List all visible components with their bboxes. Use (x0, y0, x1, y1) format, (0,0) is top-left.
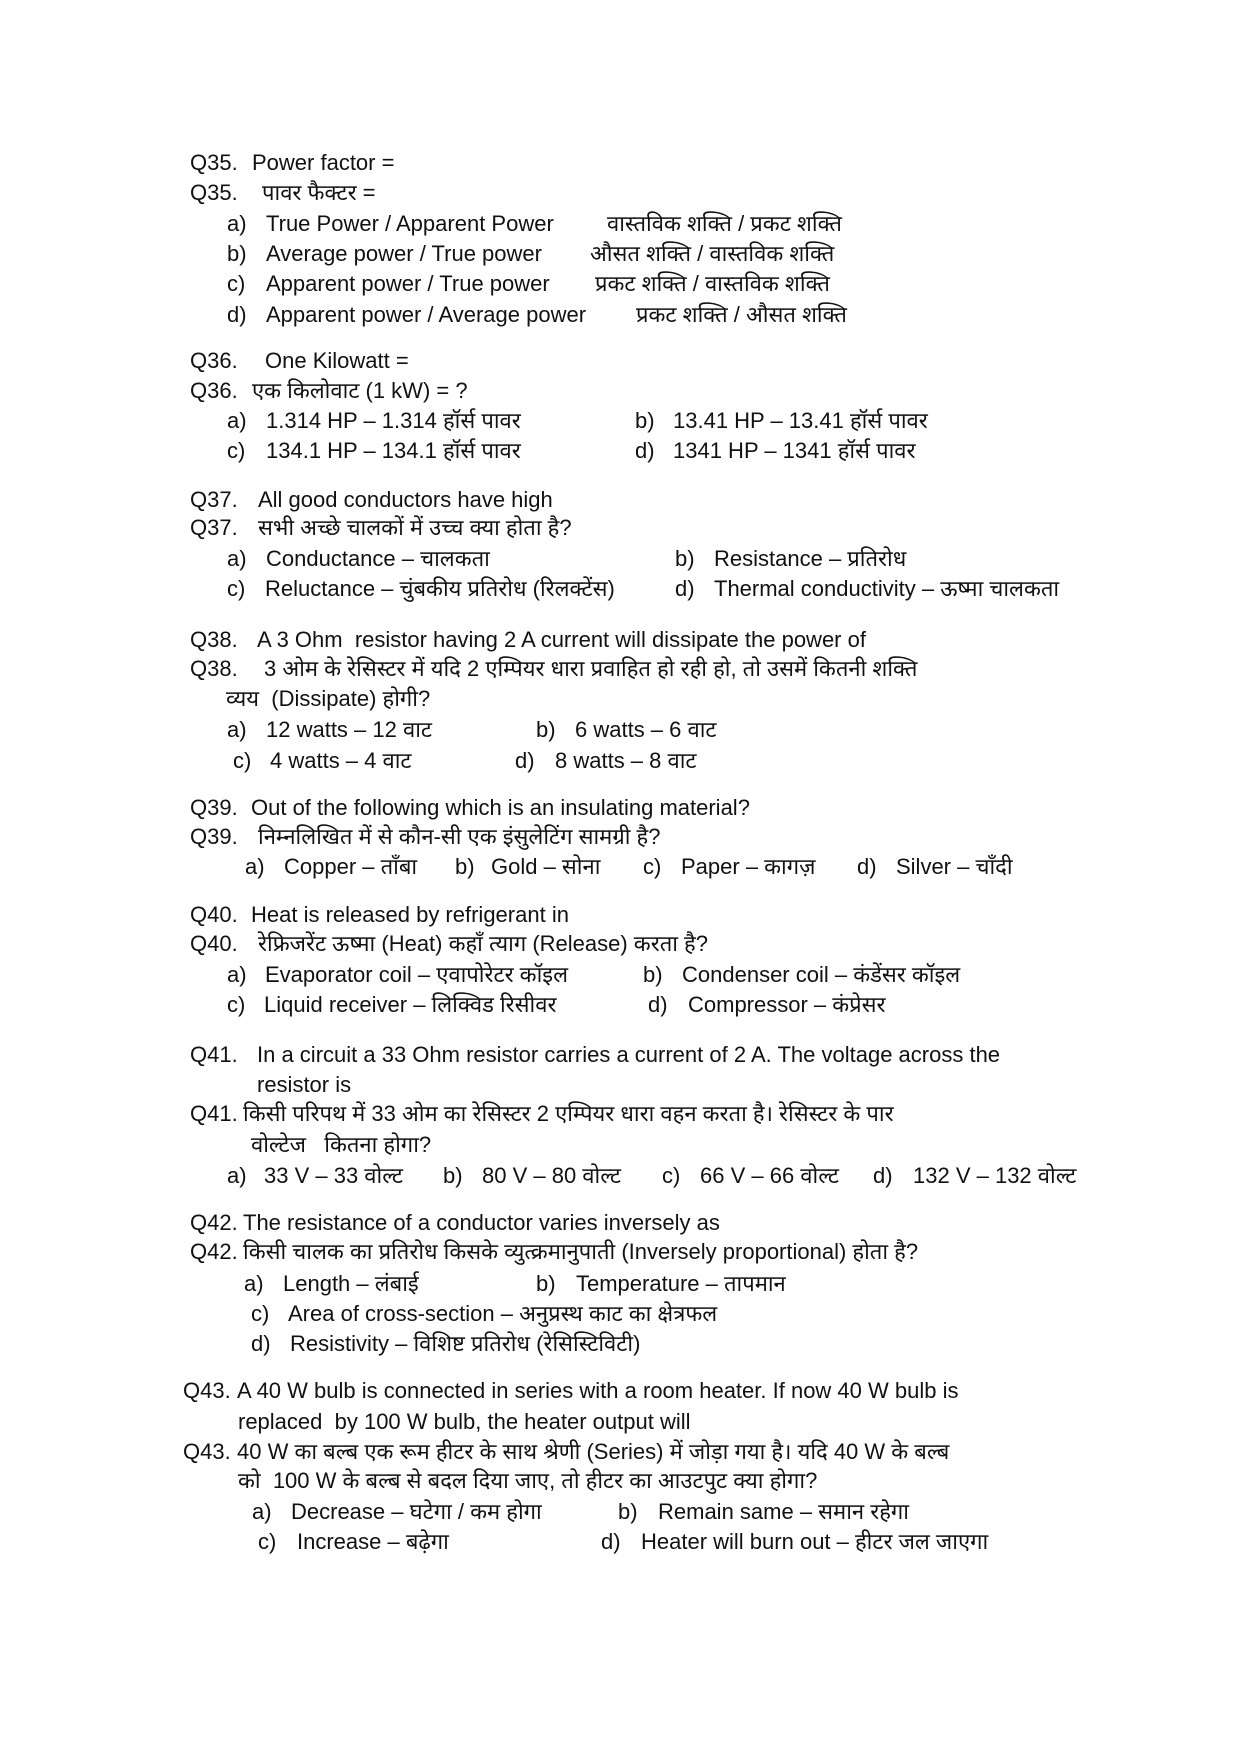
option-letter: a) (227, 1163, 247, 1188)
question-label: Q40. (190, 902, 238, 927)
question-label: Q37. (190, 487, 238, 512)
option-text: True Power / Apparent Power (266, 211, 554, 236)
option-text: Compressor – कंप्रेसर (688, 992, 886, 1017)
option-letter: a) (227, 962, 247, 987)
question-label: Q39. (190, 824, 238, 849)
option-letter: b) (443, 1163, 463, 1188)
option-letter: c) (227, 438, 246, 463)
question-text-en: The resistance of a conductor varies inversely as (243, 1210, 720, 1235)
option-text: 1341 HP – 1341 हॉर्स पावर (673, 438, 916, 463)
question-text-hi-cont: वोल्टेज कितना होगा? (251, 1132, 432, 1157)
question-text-hi: रेफ्रिजरेंट ऊष्मा (Heat) कहाँ त्याग (Release) करता है? (258, 931, 708, 956)
question-label: Q39. (190, 795, 238, 820)
option-letter: d) (601, 1529, 621, 1554)
option-letter: c) (662, 1163, 681, 1188)
option-letter: b) (536, 1271, 556, 1296)
question-text-hi-cont: को 100 W के बल्ब से बदल दिया जाए, तो हीटर का आउटपुट क्या होगा? (238, 1468, 818, 1493)
option-letter: a) (227, 211, 247, 236)
question-text-hi-cont: व्यय (Dissipate) होगी? (226, 686, 431, 711)
option-text: Average power / True power (266, 241, 542, 266)
question-text-hi: किसी चालक का प्रतिरोध किसके व्युत्क्रमानुपाती (Inversely proportional) होता है? (243, 1239, 919, 1264)
option-text: 80 V – 80 वोल्ट (482, 1163, 621, 1188)
question-label: Q40. (190, 931, 238, 956)
option-letter: d) (635, 438, 655, 463)
option-letter: a) (227, 717, 247, 742)
question-text-hi: सभी अच्छे चालकों में उच्च क्या होता है? (258, 515, 572, 540)
question-label: Q36. (190, 348, 238, 373)
question-text-en-cont: replaced by 100 W bulb, the heater output will (238, 1409, 691, 1434)
option-letter: b) (618, 1499, 638, 1524)
question-label: Q43. (183, 1378, 231, 1403)
option-text-hi: औसत शक्ति / वास्तविक शक्ति (590, 241, 835, 266)
option-text: Thermal conductivity – ऊष्मा चालकता (714, 576, 1060, 601)
option-letter: d) (873, 1163, 893, 1188)
option-letter: a) (244, 1271, 264, 1296)
option-text: 13.41 HP – 13.41 हॉर्स पावर (673, 408, 928, 433)
option-letter: c) (227, 992, 246, 1017)
option-letter: b) (643, 962, 663, 987)
question-text-hi: पावर फैक्टर = (262, 180, 376, 205)
question-text-en: One Kilowatt = (265, 348, 409, 373)
question-label: Q36. (190, 378, 238, 403)
question-text-hi: 40 W का बल्ब एक रूम हीटर के साथ श्रेणी (Series) में जोड़ा गया है। यदि 40 W के बल्ब (237, 1439, 950, 1464)
option-text: Temperature – तापमान (576, 1271, 786, 1296)
question-text-en: Heat is released by refrigerant in (251, 902, 569, 927)
option-text: Resistance – प्रतिरोध (714, 546, 907, 571)
option-letter: b) (536, 717, 556, 742)
option-text: 8 watts – 8 वाट (555, 748, 697, 773)
question-text-en-cont: resistor is (257, 1072, 352, 1097)
option-letter: d) (857, 854, 877, 879)
question-label: Q38. (190, 656, 238, 681)
option-text-hi: प्रकट शक्ति / वास्तविक शक्ति (595, 271, 830, 296)
option-text: 1.314 HP – 1.314 हॉर्स पावर (266, 408, 521, 433)
question-text-en: A 40 W bulb is connected in series with a room heater. If now 40 W bulb is (237, 1378, 959, 1403)
option-text: 33 V – 33 वोल्ट (264, 1163, 403, 1188)
question-label: Q35. (190, 180, 238, 205)
option-text: Silver – चाँदी (896, 854, 1013, 879)
option-text: 6 watts – 6 वाट (575, 717, 717, 742)
option-text: Apparent power / True power (266, 271, 550, 296)
option-text: 66 V – 66 वोल्ट (700, 1163, 839, 1188)
option-letter: c) (643, 854, 662, 879)
option-text: Paper – कागज़ (681, 854, 816, 879)
option-letter: c) (233, 748, 252, 773)
question-text-en: All good conductors have high (258, 487, 553, 512)
option-text: 4 watts – 4 वाट (270, 748, 412, 773)
option-text: Reluctance – चुंबकीय प्रतिरोध (रिलक्टेंस) (265, 576, 615, 601)
option-text: Condenser coil – कंडेंसर कॉइल (682, 962, 961, 987)
option-text: Liquid receiver – लिक्विड रिसीवर (264, 992, 557, 1017)
question-text-hi: किसी परिपथ में 33 ओम का रेसिस्टर 2 एम्पियर धारा वहन करता है। रेसिस्टर के पार (243, 1101, 894, 1126)
option-letter: c) (227, 271, 246, 296)
option-text: 134.1 HP – 134.1 हॉर्स पावर (266, 438, 521, 463)
option-letter: d) (227, 302, 247, 327)
option-text: Increase – बढ़ेगा (297, 1529, 449, 1554)
question-label: Q37. (190, 515, 238, 540)
option-letter: b) (455, 854, 475, 879)
option-letter: d) (251, 1331, 271, 1356)
option-text: Heater will burn out – हीटर जल जाएगा (641, 1529, 989, 1554)
question-label: Q42. (190, 1239, 238, 1264)
option-letter: c) (227, 576, 246, 601)
option-text: Resistivity – विशिष्ट प्रतिरोध (रेसिस्टिविटी) (290, 1331, 641, 1356)
option-text: Evaporator coil – एवापोरेटर कॉइल (265, 962, 568, 987)
option-text: Apparent power / Average power (266, 302, 587, 327)
option-letter: b) (227, 241, 247, 266)
question-label: Q43. (183, 1439, 231, 1464)
option-letter: b) (675, 546, 695, 571)
option-text: Remain same – समान रहेगा (658, 1499, 909, 1524)
option-text: 12 watts – 12 वाट (266, 717, 432, 742)
option-text: 132 V – 132 वोल्ट (913, 1163, 1077, 1188)
question-label: Q38. (190, 627, 238, 652)
question-label: Q42. (190, 1210, 238, 1235)
question-text-hi: 3 ओम के रेसिस्टर में यदि 2 एम्पियर धारा प्रवाहित हो रही हो, तो उसमें कितनी शक्ति (264, 656, 918, 681)
option-letter: a) (245, 854, 265, 879)
option-text-hi: वास्तविक शक्ति / प्रकट शक्ति (607, 211, 842, 236)
option-text: Copper – ताँबा (284, 854, 418, 879)
option-text: Decrease – घटेगा / कम होगा (291, 1499, 542, 1524)
question-text-en: Power factor = (252, 150, 395, 175)
question-label: Q41. (190, 1101, 238, 1126)
question-text-en: A 3 Ohm resistor having 2 A current will dissipate the power of (257, 627, 866, 652)
option-text-hi: प्रकट शक्ति / औसत शक्ति (636, 302, 847, 327)
option-letter: b) (635, 408, 655, 433)
question-label: Q41. (190, 1042, 238, 1067)
option-letter: a) (227, 408, 247, 433)
option-letter: c) (258, 1529, 277, 1554)
question-text-en: Out of the following which is an insulating material? (251, 795, 750, 820)
option-text: Area of cross-section – अनुप्रस्थ काट का क्षेत्रफल (288, 1301, 718, 1326)
option-text: Gold – सोना (491, 854, 601, 879)
option-letter: d) (515, 748, 535, 773)
option-letter: a) (227, 546, 247, 571)
option-letter: c) (251, 1301, 270, 1326)
option-text: Conductance – चालकता (266, 546, 490, 571)
question-text-en: In a circuit a 33 Ohm resistor carries a current of 2 A. The voltage across the (257, 1042, 1001, 1067)
question-label: Q35. (190, 150, 238, 175)
option-text: Length – लंबाई (283, 1271, 419, 1296)
option-letter: d) (675, 576, 695, 601)
option-letter: d) (648, 992, 668, 1017)
option-letter: a) (252, 1499, 272, 1524)
question-text-hi: निम्नलिखित में से कौन-सी एक इंसुलेटिंग सामग्री है? (258, 824, 661, 849)
question-text-hi: एक किलोवाट (1 kW) = ? (252, 378, 468, 403)
